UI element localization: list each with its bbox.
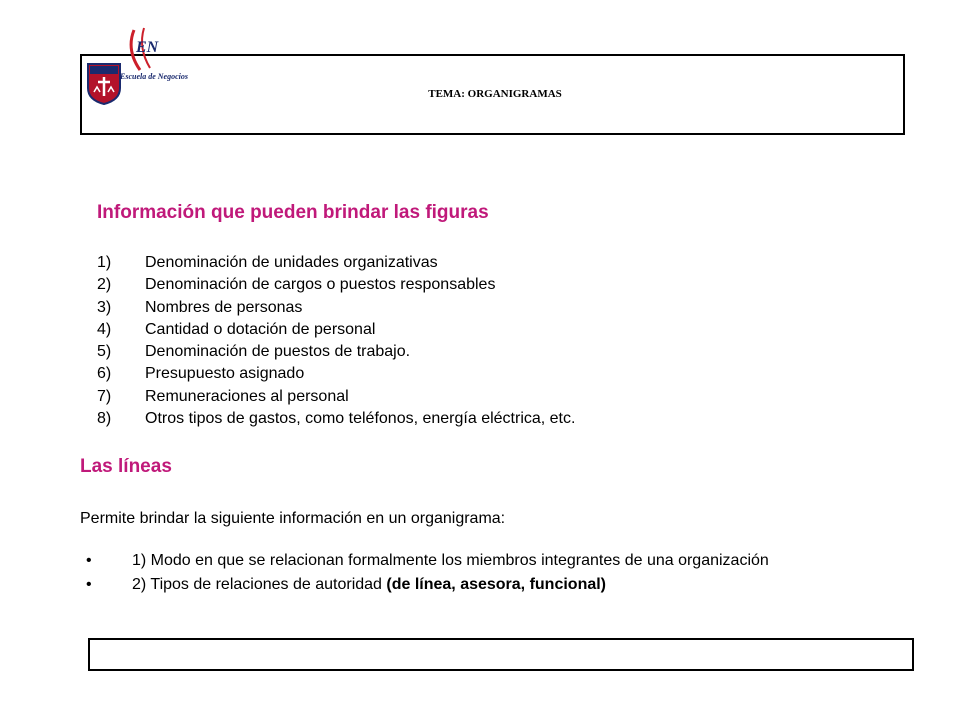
list-item — [97, 252, 575, 274]
bullet-text: 2) Tipos de relaciones de autoridad — [132, 576, 387, 593]
list-item-text: Denominación de cargos o puestos responsables — [145, 276, 496, 294]
bullet-glyph: • — [86, 552, 92, 569]
list-item-number: 7) — [97, 387, 112, 405]
bullet-bold-text: (de línea, asesora, funcional) — [386, 576, 607, 593]
bullet-text: 1) Modo en que se relacionan formalmente los miembros integrantes de una organización — [132, 552, 769, 569]
lineas-bullet-list — [80, 550, 769, 598]
em-logo-icon — [124, 26, 170, 72]
bullet-item — [80, 550, 769, 574]
list-item-text: Denominación de puestos de trabajo. — [145, 343, 411, 361]
list-item-number: 1) — [97, 254, 112, 271]
list-item — [97, 274, 575, 296]
list-item — [97, 386, 575, 408]
list-item-text: Denominación de unidades organizativas — [145, 254, 438, 271]
figuras-info-list — [97, 252, 575, 430]
list-item-number: 2) — [97, 276, 112, 294]
list-item-number: 6) — [97, 365, 112, 383]
list-item — [97, 297, 575, 319]
em-logo-letters: EN — [136, 39, 159, 56]
bullet-glyph: • — [86, 576, 92, 593]
bullet-item — [80, 574, 769, 598]
lineas-intro-text: Permite brindar la siguiente información en un organigrama: — [80, 510, 506, 527]
list-item-number: 4) — [97, 320, 112, 338]
section-title-figuras: Información que pueden brindar las figuras — [97, 202, 489, 223]
list-item — [97, 408, 575, 430]
list-item — [97, 341, 575, 363]
list-item-text: Remuneraciones al personal — [145, 387, 349, 405]
list-item — [97, 319, 575, 341]
footer-box — [88, 638, 914, 671]
list-item — [97, 363, 575, 385]
list-item-number: 5) — [97, 343, 112, 361]
school-name: Escuela de Negocios — [120, 72, 188, 81]
list-item-number: 8) — [97, 410, 112, 428]
list-item-text: Otros tipos de gastos, como teléfonos, energía eléctrica, etc. — [145, 410, 576, 428]
section-title-lineas: Las líneas — [80, 456, 172, 477]
list-item-text: Cantidad o dotación de personal — [145, 320, 376, 338]
page-topic: TEMA: ORGANIGRAMAS — [428, 88, 562, 100]
list-item-text: Nombres de personas — [145, 298, 303, 316]
list-item-text: Presupuesto asignado — [145, 365, 305, 383]
list-item-number: 3) — [97, 298, 112, 316]
